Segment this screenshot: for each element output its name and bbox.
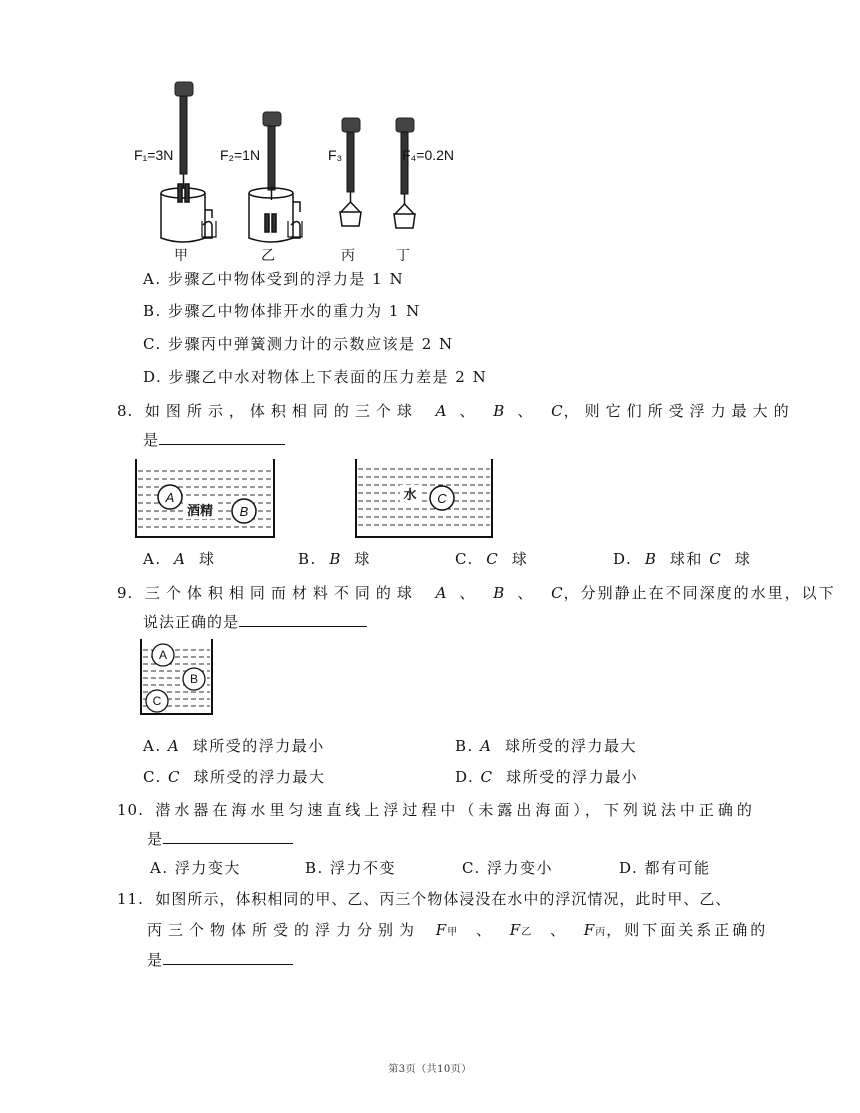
ball-a-label: A: [158, 648, 168, 662]
q9-number: 9.: [117, 584, 134, 602]
ball-b-label: B: [189, 672, 199, 686]
page-footer: 第3页（共10页）: [388, 1064, 472, 1075]
q9-figure: [138, 636, 216, 718]
q7-option-b: B. 步骤乙中物体排开水的重力为 1 N: [143, 302, 421, 320]
q7-option-d: D. 步骤乙中水对物体上下表面的压力差是 2 N: [143, 368, 488, 386]
q8-stem-line2: 是: [143, 428, 285, 450]
q8-option-d: D. B 球和 C 球: [613, 550, 752, 568]
q9-stem-line2: 说法正确的是: [143, 610, 367, 632]
q9-option-a: A. A 球所受的浮力最小: [143, 737, 325, 755]
answer-blank: [163, 948, 293, 965]
q10-number: 10.: [117, 801, 144, 819]
answer-blank: [159, 428, 285, 445]
label-f4: F₄=0.2N: [402, 147, 455, 163]
q9-option-d: D. C 球所受的浮力最小: [455, 768, 639, 786]
ball-b-label: B: [239, 504, 249, 519]
q8-stem-line1: 8. 如图所示，体积相同的三个球 A 、 B 、 C，则它们所受浮力最大的: [117, 402, 795, 420]
ball-c-label: C: [437, 491, 447, 506]
q8-number: 8.: [117, 402, 134, 420]
answer-blank: [163, 827, 293, 844]
q10-stem-line1: 10. 潜水器在海水里匀速直线上浮过程中（未露出海面），下列说法中正确的: [117, 801, 756, 819]
ball-c-label: C: [152, 694, 162, 708]
q11-number: 11.: [117, 890, 144, 908]
q9-option-c: C. C 球所受的浮力最大: [143, 768, 326, 786]
q11-stem-line2: 丙三个物体所受的浮力分别为 F甲 、 F乙 、 F丙，则下面关系正确的: [147, 921, 769, 939]
q11-stem-line1: 11. 如图所示，体积相同的甲、乙、丙三个物体浸没在水中的浮沉情况，此时甲、乙、: [117, 890, 732, 908]
alcohol-label: 酒精: [186, 503, 214, 518]
caption-bing: 丙: [341, 247, 355, 263]
q7-option-a: A. 步骤乙中物体受到的浮力是 1 N: [143, 270, 405, 288]
q11-stem-line3: 是: [147, 948, 293, 970]
caption-ding: 丁: [396, 247, 410, 263]
ball-a-label: A: [165, 490, 175, 505]
q8-option-c: C. C 球: [455, 550, 529, 568]
q9-option-b: B. A 球所受的浮力最大: [455, 737, 637, 755]
q10-option-a: A. 浮力变大: [150, 859, 241, 877]
q8-figure: [130, 455, 495, 543]
caption-jia: 甲: [174, 247, 188, 263]
label-f1: F₁=3N: [134, 147, 174, 163]
label-f2: F₂=1N: [220, 147, 261, 163]
q8-option-a: A. A 球: [143, 550, 216, 568]
q10-option-b: B. 浮力不变: [305, 859, 397, 877]
q10-option-d: D. 都有可能: [619, 859, 711, 877]
caption-yi: 乙: [261, 247, 275, 263]
q10-stem-line2: 是: [147, 827, 293, 849]
water-label: 水: [403, 487, 417, 502]
q9-stem-line1: 9. 三个体积相同而材料不同的球 A 、 B 、 C，分别静止在不同深度的水里，以下: [117, 584, 836, 602]
q8-option-b: B. B 球: [298, 550, 371, 568]
q7-option-c: C. 步骤丙中弹簧测力计的示数应该是 2 N: [143, 335, 454, 353]
q10-option-c: C. 浮力变小: [462, 859, 553, 877]
label-f3: F₃: [328, 147, 343, 163]
answer-blank: [239, 610, 367, 627]
buoyancy-experiment-figure: [130, 80, 470, 265]
